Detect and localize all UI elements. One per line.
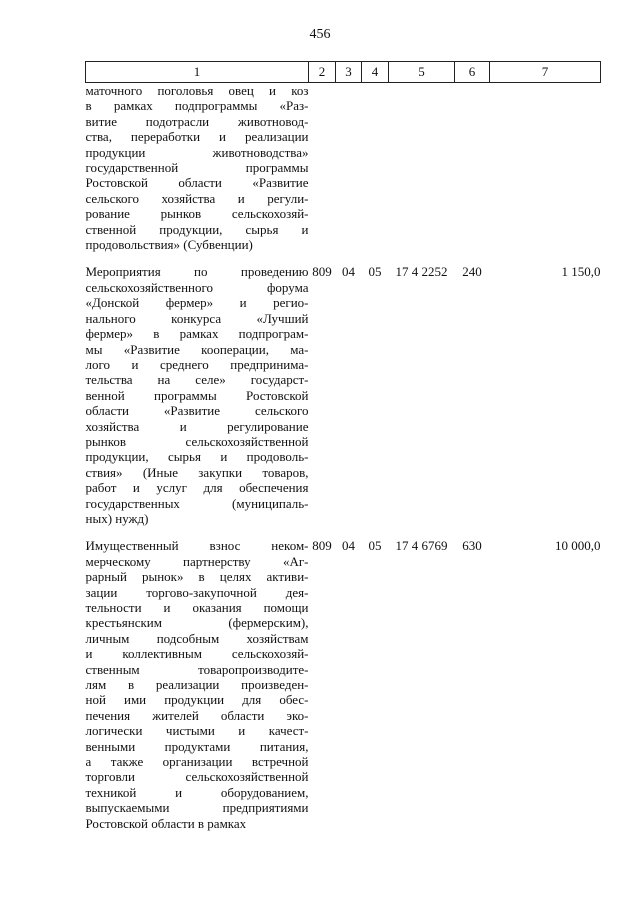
row-cell-col2: 809 [312,538,332,554]
description-line: рарный рынок» в целях активи- [85,569,309,585]
description-line: «Донской фермер» и регио- [85,295,309,311]
description-line: нального конкурса «Лучший [85,310,309,326]
description-line: ной ими продукции для обес- [85,692,309,708]
row-cell-col5 [389,83,455,253]
row-cell-col7: 1 150,0 [561,264,601,280]
description-line: зации торгово-закупочной дея- [85,584,309,600]
description-line: сельского хозяйства и регули- [85,190,309,206]
table-body [86,83,601,832]
column-header-7: 7 [490,62,601,83]
description-line: ства, переработки и реализации [85,129,309,145]
description-line: в рамках подпрограммы «Раз- [85,98,309,114]
row-description [86,264,309,526]
description-line: рынков сельскохозяйственной [85,433,309,449]
row-cell-col3: 04 [342,264,355,280]
page-number: 456 [309,27,331,42]
row-cell-col2 [309,83,336,253]
description-line: торговли сельскохозяйственной [85,769,309,785]
row-cell-col6 [455,83,490,253]
description-line: ственным товаропроизводите- [85,661,309,677]
row-cell-col4: 05 [368,264,382,280]
description-line: ных) нужд) [85,510,149,526]
column-header-3: 3 [336,62,362,83]
row-cell-col7 [490,83,601,253]
description-line: Мероприятия по проведению [85,264,309,280]
table-row [86,538,601,831]
description-line: Ростовской области «Развитие [85,175,309,191]
column-header-2: 2 [309,62,336,83]
row-spacer [86,252,601,264]
description-line: личным подсобным хозяйствам [85,630,309,646]
description-line: Ростовской области в рамках [85,815,247,831]
description-line: а также организации встречной [85,754,309,770]
table-row [86,264,601,526]
description-line: лям в реализации произведен- [85,677,309,693]
description-line: и коллективным сельскохозяй- [85,646,309,662]
table-row [86,83,601,253]
row-cell-col3 [336,83,362,253]
description-line: области «Развитие сельского [85,403,309,419]
description-line: логически чистыми и качест- [85,723,309,739]
row-cell-col5: 17 4 6769 [395,538,448,554]
row-cell-col7: 10 000,0 [555,538,601,554]
description-line: тельства на селе» государст- [85,372,309,388]
row-spacer-cell [86,526,601,538]
row-spacer [86,526,601,538]
description-line: ствия» (Иные закупки товаров, [85,464,309,480]
description-line: продовольствия» (Субвенции) [85,237,253,253]
budget-table [85,61,601,831]
row-cell-col6: 240 [462,264,482,280]
description-line: лого и среднего предпринима- [85,356,309,372]
description-line: венными продуктами питания, [85,738,309,754]
description-line: тельности и оказания помощи [85,600,309,615]
row-cell-col4: 05 [368,538,382,554]
description-line: ственной продукции, сырья и [85,221,309,237]
description-line: сельскохозяйственного форума [85,279,309,295]
row-description [86,538,309,831]
description-line: выпускаемыми предприятиями [85,800,309,816]
row-cell-col4 [362,83,389,253]
description-line: государственных (муниципаль- [85,495,309,511]
column-header-5: 5 [389,62,455,83]
description-line: Имущественный взнос неком- [85,538,309,554]
description-line: техникой и оборудованием, [85,784,309,800]
description-line: венной программы Ростовской [85,387,309,403]
row-cell-col5: 17 4 2252 [395,264,448,280]
column-header-6: 6 [455,62,490,83]
description-line: хозяйства и регулирование [85,418,309,434]
description-line: работ и услуг для обеспечения [85,480,309,496]
row-spacer-cell [86,252,601,264]
row-cell-col2: 809 [312,264,332,280]
row-cell-col6: 630 [462,538,482,554]
description-line: витие подотрасли животновод- [85,113,309,129]
description-line: мы «Развитие кооперации, ма- [85,341,309,357]
description-line: рование рынков сельскохозяй- [85,206,309,222]
row-cell-col3: 04 [342,538,355,554]
header-row [86,62,601,83]
description-line: государственной программы [85,160,309,176]
description-line: мерческому партнерству «Аг- [85,553,309,569]
description-line: фермер» в рамках подпрограм- [85,326,309,342]
description-line: печения жителей области эко- [85,707,309,723]
column-header-1: 1 [86,62,309,83]
description-line: продукции животноводства» [85,144,309,160]
description-line: крестьянским (фермерским), [85,615,309,631]
description-line: продукции, сырья и продоволь- [85,449,309,465]
description-line: маточного поголовья овец и коз [85,83,309,98]
column-header-4: 4 [362,62,389,83]
row-description [86,83,309,253]
